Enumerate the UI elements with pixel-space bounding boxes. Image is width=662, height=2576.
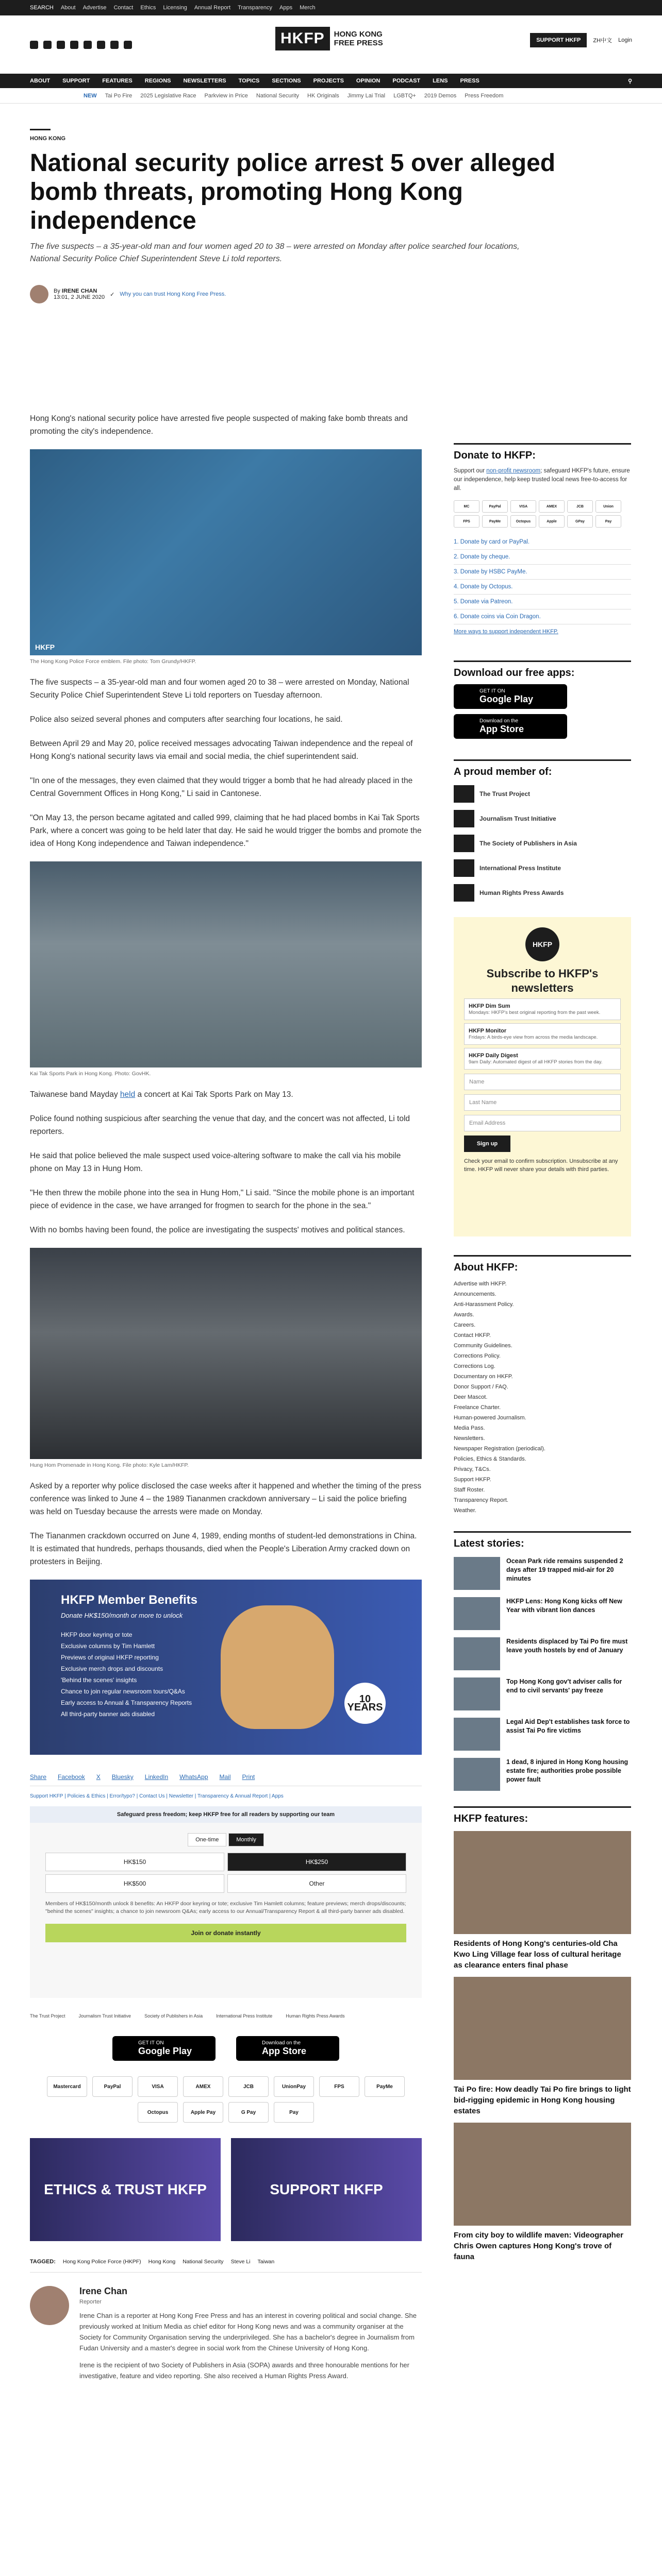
card-logo: GPay xyxy=(567,515,593,528)
pledge-icon: ✓ xyxy=(110,291,115,298)
tag[interactable]: National Security xyxy=(183,2259,224,2265)
card-logo: JCB xyxy=(567,500,593,513)
payment-logo[interactable]: Mastercard xyxy=(47,2076,87,2097)
promo-banners xyxy=(30,2138,422,2241)
app-store-badges xyxy=(30,2036,422,2061)
benefit-list xyxy=(61,1629,192,1720)
donate-option[interactable]: 4. Donate by Octopus. xyxy=(454,580,631,595)
share-linkedin[interactable]: LinkedIn xyxy=(144,1773,169,1781)
trust-project-icon xyxy=(454,785,474,803)
nav-item[interactable]: REGIONS xyxy=(144,78,171,84)
card-logo: Apple xyxy=(539,515,565,528)
about-link[interactable]: Weather. xyxy=(454,1507,476,1514)
payment-logo[interactable]: UnionPay xyxy=(274,2076,314,2097)
tag[interactable]: Taiwan xyxy=(257,2259,275,2265)
nav-item[interactable]: TOPICS xyxy=(238,78,260,84)
newsletter-widget xyxy=(454,917,631,1236)
share-print[interactable]: Print xyxy=(242,1773,255,1781)
site-logo[interactable] xyxy=(275,27,383,50)
last-name-input[interactable]: Last Name xyxy=(464,1094,621,1111)
about-link[interactable]: Deer Mascot. xyxy=(454,1394,488,1400)
paragraph: The Tiananmen crackdown occurred on June 4, 1989, ending months of student-led demonstrations in China. It is estimated that hundreds, perhaps thousands, died when the People's Liberation Army cracked down on protesters in Beijing. xyxy=(30,1532,417,1566)
donate-list xyxy=(454,535,631,624)
payment-methods xyxy=(30,2076,422,2123)
trust-logo[interactable]: Human Rights Press Awards xyxy=(286,2013,345,2019)
latest-story[interactable]: Residents displaced by Tai Po fire must leave youth hostels by end of January xyxy=(454,1637,631,1670)
newsletter-option[interactable]: HKFP Monitor Fridays: A birds-eye view from across the media landscape. xyxy=(464,1023,621,1045)
about-link[interactable]: Anti-Harassment Policy. xyxy=(454,1301,514,1308)
donate-title: Donate to HKFP: xyxy=(454,450,536,461)
article-title: National security police arrest 5 over alleged bomb threats, promoting Hong Kong independence xyxy=(30,149,556,234)
amount-option[interactable]: HK$500 xyxy=(45,1874,224,1893)
inline-link[interactable]: held xyxy=(120,1090,136,1099)
features-title: HKFP features: xyxy=(454,1813,528,1824)
latest-story[interactable]: Top Hong Kong gov't adviser calls for end to civil servants' pay freeze xyxy=(454,1677,631,1710)
feature-story[interactable]: Tai Po fire: How deadly Tai Po fire brings to light bid-rigging epidemic in Hong Kong housing estates xyxy=(454,1977,631,2116)
freq-monthly[interactable]: Monthly xyxy=(228,1833,264,1846)
amount-option[interactable]: HK$150 xyxy=(45,1853,224,1871)
search-link[interactable]: SEARCH xyxy=(30,5,54,11)
top-link[interactable]: Licensing xyxy=(163,5,187,11)
nav-item[interactable]: SUPPORT xyxy=(62,78,90,84)
author-bio: Irene is the recipient of two Society of Publishers in Asia (SOPA) awards and three honourable mentions for her investigative, feature and video reporting. She also received a Human Rights Press Award. xyxy=(79,2361,409,2380)
article-kicker[interactable]: HONG KONG xyxy=(30,135,66,142)
x-icon[interactable] xyxy=(43,41,52,49)
member-logo[interactable]: The Trust Project xyxy=(454,785,631,803)
donate-note: Members of HK$150/month unlock 8 benefits: An HKFP door keyring or tote; exclusive Tim Hamlett columns; feature previews; merch drops/discounts; "behind the scenes" insights; a chance to join newsroom Q&As; early access to our Annual/Transparency Report & all third-party banner ads disabled. xyxy=(45,1901,406,1914)
feature-story[interactable]: Residents of Hong Kong's centuries-old Cha Kwo Ling Village fear loss of cultural heritage as clearance enters final phase xyxy=(454,1831,631,1971)
language-link[interactable]: ZH中文 xyxy=(593,38,613,44)
threads-icon[interactable] xyxy=(70,41,78,49)
share-bluesky[interactable]: Bluesky xyxy=(111,1773,134,1781)
top-link[interactable]: Apps xyxy=(279,5,293,11)
author-photo[interactable] xyxy=(30,2286,69,2325)
card-logos xyxy=(454,500,631,528)
tags-row xyxy=(30,2259,422,2273)
payment-logo[interactable]: AMEX xyxy=(183,2076,223,2097)
newsletter-option[interactable]: HKFP Daily Digest 9am Daily: Automated digest of all HKFP stories from the day. xyxy=(464,1048,621,1070)
trend-item[interactable]: National Security xyxy=(256,92,300,99)
article-body xyxy=(30,412,422,2387)
latest-story[interactable]: 1 dead, 8 injured in Hong Kong housing estate fire; authorities probe possible power fault xyxy=(454,1758,631,1791)
banner-title: HKFP Member Benefits xyxy=(61,1593,197,1607)
card-logo: FPS xyxy=(454,515,479,528)
payment-logo[interactable]: PayPal xyxy=(92,2076,133,2097)
trend-item[interactable]: Tai Po Fire xyxy=(105,92,133,99)
top-link[interactable]: Transparency xyxy=(238,5,272,11)
benefit-item: Previews of original HKFP reporting xyxy=(61,1654,159,1661)
ethics-banner[interactable]: ETHICS & TRUST HKFP xyxy=(30,2138,221,2241)
features-widget xyxy=(454,1806,631,2262)
social-icons xyxy=(30,41,132,49)
about-title: About HKFP: xyxy=(454,1262,518,1273)
author-name: By IRENE CHAN xyxy=(54,288,97,294)
trust-logo[interactable]: Journalism Trust Initiative xyxy=(78,2013,131,2019)
member-logo[interactable]: International Press Institute xyxy=(454,859,631,877)
deer-mascot xyxy=(221,1605,334,1729)
top-link[interactable]: About xyxy=(60,5,76,11)
paragraph: Between April 29 and May 20, police received messages advocating Taiwan independence and the repeal of Hong Kong's national security laws via email and social media, the chief superintendent said. xyxy=(30,739,413,761)
frequency-toggle xyxy=(45,1833,406,1846)
card-logo: PayPal xyxy=(482,500,508,513)
share-whatsapp[interactable]: WhatsApp xyxy=(179,1773,208,1781)
trust-logo[interactable]: The Trust Project xyxy=(30,2013,65,2019)
donate-option[interactable]: 1. Donate by card or PayPal. xyxy=(454,535,631,550)
new-label: NEW xyxy=(84,92,97,99)
byline xyxy=(30,285,631,303)
tag[interactable]: Steve Li xyxy=(230,2259,251,2265)
tag[interactable]: Hong Kong Police Force (HKPF) xyxy=(62,2259,141,2265)
image-caption: Hung Hom Promenade in Hong Kong. File photo: Kyle Lam/HKFP. xyxy=(30,1462,189,1468)
logo-text: HONG KONG FREE PRESS xyxy=(334,30,383,47)
amount-option[interactable]: Other xyxy=(227,1874,406,1893)
trending-bar xyxy=(0,88,662,104)
newsletter-option[interactable]: HKFP Dim Sum Mondays: HKFP's best original reporting from the past week. xyxy=(464,998,621,1020)
tags-label: TAGGED: xyxy=(30,2259,56,2265)
share-facebook[interactable]: Facebook xyxy=(58,1773,85,1781)
publish-date: 13:01, 2 JUNE 2020 xyxy=(54,294,105,300)
trend-item[interactable]: HK Originals xyxy=(307,92,339,99)
payment-logo[interactable]: FPS xyxy=(319,2076,359,2097)
rss-icon[interactable] xyxy=(124,41,132,49)
paragraph: "On May 13, the person became agitated and called 999, claiming that he had placed bombs in Kai Tak Sports Park, where a concert was going to be held later that day. He said he would trigger the bombs and promote the idea of Hong Kong independence and Taiwan independence." xyxy=(30,814,422,848)
more-ways-link[interactable]: More ways to support independent HKFP. xyxy=(454,629,558,635)
nav-item[interactable]: SECTIONS xyxy=(272,78,301,84)
nav-item[interactable]: PODCAST xyxy=(392,78,421,84)
apps-widget xyxy=(454,660,631,739)
payment-logo[interactable]: JCB xyxy=(228,2076,269,2097)
latest-story[interactable]: Legal Aid Dep't establishes task force to assist Tai Po fire victims xyxy=(454,1718,631,1751)
nav-search-icon[interactable]: ⚲ xyxy=(627,78,632,84)
paragraph: Asked by a reporter why police disclosed the case weeks after it happened and whether the timing of the press conference was linked to June 4 – the 1989 Tiananmen crackdown anniversary – Li said the police briefing was held on Tuesday because the arrests were made on Monday. xyxy=(30,1482,422,1516)
facebook-icon[interactable] xyxy=(30,41,38,49)
paragraph: "In one of the messages, they even claimed that they would trigger a bomb that he had already placed in the Central Government Offices in Hong Kong," Li said in Cantonese. xyxy=(30,776,413,798)
login-link[interactable]: Login xyxy=(618,37,632,43)
banner-subtitle: Donate HK$150/month or more to unlock xyxy=(61,1612,183,1619)
share-mail[interactable]: Mail xyxy=(219,1773,231,1781)
latest-widget xyxy=(454,1531,631,1791)
top-bar xyxy=(0,0,662,15)
article-subhead: The five suspects – a 35-year-old man and four women aged 20 to 38 – were arrested on Monday after police searched four locations, National Security Police Chief Superintendent Steve Li told reporters. xyxy=(30,242,520,263)
trust-logos xyxy=(30,2013,422,2019)
paragraph: The five suspects – a 35-year-old man and four women aged 20 to 38 – were arrested on Monday, National Security Police Chief Superintendent Steve Li told reporters on Tuesday afternoon. xyxy=(30,678,409,700)
about-link[interactable]: Newsletters. xyxy=(454,1435,485,1442)
paragraph: With no bombs having been found, the police are investigating the suspects' motives and political stances. xyxy=(30,1226,405,1234)
trend-item[interactable]: Press Freedom xyxy=(465,92,504,99)
benefit-item: Exclusive merch drops and discounts xyxy=(61,1665,163,1672)
about-link[interactable]: Transparency Report. xyxy=(454,1497,508,1503)
about-link[interactable]: Policies, Ethics & Standards. xyxy=(454,1456,526,1462)
image-caption: Kai Tak Sports Park in Hong Kong. Photo: GovHK. xyxy=(30,1071,151,1077)
main-nav xyxy=(0,74,662,88)
feature-story[interactable]: From city boy to wildlife maven: Videographer Chris Owen captures Hong Kong's trove of fauna xyxy=(454,2123,631,2262)
about-link[interactable]: Human-powered Journalism. xyxy=(454,1415,526,1421)
nav-item[interactable]: LENS xyxy=(433,78,448,84)
payment-logo[interactable]: Apple Pay xyxy=(183,2102,223,2123)
story-thumbnail xyxy=(454,1637,500,1670)
donate-widget xyxy=(454,443,631,635)
newsletter-logo: HKFP xyxy=(525,927,559,961)
member-logo[interactable]: Journalism Trust Initiative xyxy=(454,810,631,827)
author-box-name[interactable]: Irene Chan xyxy=(79,2286,128,2296)
about-link[interactable]: Staff Roster. xyxy=(454,1487,485,1493)
app-store-badge[interactable]: Download on the App Store xyxy=(454,714,567,739)
about-link[interactable]: Newspaper Registration (periodical). xyxy=(454,1446,545,1452)
member-logo[interactable]: The Society of Publishers in Asia xyxy=(454,835,631,852)
signup-button[interactable]: Sign up xyxy=(464,1136,510,1152)
payment-logo[interactable]: VISA xyxy=(138,2076,178,2097)
sidebar xyxy=(454,443,631,2268)
nav-item[interactable]: FEATURES xyxy=(102,78,133,84)
about-link[interactable]: Support HKFP. xyxy=(454,1477,491,1483)
kai-tak-image xyxy=(30,861,422,1067)
about-link[interactable]: Freelance Charter. xyxy=(454,1404,501,1411)
logo-mark: HKFP xyxy=(275,27,330,50)
support-button[interactable]: SUPPORT HKFP xyxy=(530,33,587,47)
google-play-badge[interactable]: GET IT ON Google Play xyxy=(454,684,567,709)
paragraph: Hong Kong's national security police have arrested five people suspected of making fake bomb threats and promoting the city's independence. xyxy=(30,414,408,436)
author-avatar[interactable] xyxy=(30,285,48,303)
card-logo: AMEX xyxy=(539,500,565,513)
newsletter-title: Subscribe to HKFP's newsletters xyxy=(486,967,599,994)
share-bar xyxy=(30,1770,422,1786)
top-link[interactable]: Merch xyxy=(300,5,316,11)
donate-intro: Support our non-profit newsroom; safeguard HKFP's future, ensure our independence, help keep trusted local news free-to-access for all. xyxy=(454,468,630,492)
pledge-link[interactable]: Why you can trust Hong Kong Free Press. xyxy=(120,291,226,297)
card-logo: MC xyxy=(454,500,479,513)
about-list xyxy=(454,1279,631,1516)
donate-form xyxy=(30,1823,422,1998)
latest-title: Latest stories: xyxy=(454,1538,524,1549)
trend-item[interactable]: 2025 Legislative Race xyxy=(140,92,196,99)
benefit-item: 'Behind the scenes' insights xyxy=(61,1676,137,1684)
trend-item[interactable]: 2019 Demos xyxy=(424,92,457,99)
payment-logo[interactable]: Octopus xyxy=(138,2102,178,2123)
support-links[interactable]: Support HKFP | Policies & Ethics | Error/typo? | Contact Us | Newsletter | Transparency & Annual Report | Apps xyxy=(30,1793,284,1799)
header-actions xyxy=(530,33,632,47)
article-header xyxy=(30,129,631,303)
benefit-item: HKFP door keyring or tote xyxy=(61,1631,133,1638)
about-link[interactable]: Announcements. xyxy=(454,1291,496,1297)
feature-thumbnail xyxy=(454,1831,631,1934)
benefit-item: Early access to Annual & Transparency Reports xyxy=(61,1699,192,1706)
paragraph: "He then threw the mobile phone into the sea in Hung Hom," Li said. "Since the mobile phone is an important piece of evidence in the case, we have arranged for frogmen to search for the phone in the sea." xyxy=(30,1189,415,1210)
about-link[interactable]: Corrections Policy. xyxy=(454,1353,501,1359)
payment-logo[interactable]: G Pay xyxy=(228,2102,269,2123)
paragraph: Police found nothing suspicious after searching the venue that day, and the concert was not affected, Li told reporters. xyxy=(30,1114,410,1136)
story-thumbnail xyxy=(454,1718,500,1751)
nav-item[interactable]: PRESS xyxy=(460,78,479,84)
image-caption: The Hong Kong Police Force emblem. File photo: Tom Grundy/HKFP. xyxy=(30,658,196,665)
about-link[interactable]: Advertise with HKFP. xyxy=(454,1281,507,1287)
card-logo: Union xyxy=(595,500,621,513)
freq-one-time[interactable]: One-time xyxy=(188,1833,226,1846)
paragraph: Police also seized several phones and computers after searching four locations, he said. xyxy=(30,715,343,724)
top-link[interactable]: Ethics xyxy=(140,5,156,11)
latest-story[interactable]: HKFP Lens: Hong Kong kicks off New Year with vibrant lion dances xyxy=(454,1597,631,1630)
tag[interactable]: Hong Kong xyxy=(148,2259,176,2265)
jti-icon xyxy=(454,810,474,827)
trend-item[interactable]: Jimmy Lai Trial xyxy=(347,92,386,99)
card-logo: Octopus xyxy=(510,515,536,528)
about-link[interactable]: Donor Support / FAQ. xyxy=(454,1384,508,1390)
author-role: Reporter xyxy=(79,2299,102,2305)
anniversary-badge: 10 YEARS xyxy=(344,1683,386,1724)
top-link[interactable]: Annual Report xyxy=(194,5,231,11)
share-x[interactable]: X xyxy=(96,1773,101,1781)
benefit-item: Chance to join regular newsroom tours/Q&As xyxy=(61,1688,185,1695)
google-play-badge[interactable]: GET IT ON Google Play xyxy=(112,2036,216,2061)
about-link[interactable]: Privacy, T&Cs. xyxy=(454,1466,491,1472)
benefit-item: Exclusive columns by Tim Hamlett xyxy=(61,1642,155,1650)
hung-hom-image xyxy=(30,1248,422,1459)
proud-title: A proud member of: xyxy=(454,766,552,777)
youtube-icon[interactable] xyxy=(84,41,92,49)
app-store-badge[interactable]: Download on the App Store xyxy=(236,2036,339,2061)
member-logo[interactable]: Human Rights Press Awards xyxy=(454,884,631,902)
top-link[interactable]: Contact xyxy=(113,5,134,11)
ipi-icon xyxy=(454,859,474,877)
about-link[interactable]: Contact HKFP. xyxy=(454,1332,491,1338)
site-header xyxy=(0,15,662,74)
about-link[interactable]: Community Guidelines. xyxy=(454,1343,512,1349)
payment-logo[interactable]: PayMe xyxy=(365,2076,405,2097)
about-link[interactable]: Corrections Log. xyxy=(454,1363,495,1369)
story-thumbnail xyxy=(454,1597,500,1630)
card-logo: Pay xyxy=(595,515,621,528)
hrpa-icon xyxy=(454,884,474,902)
nav-item[interactable]: NEWSLETTERS xyxy=(183,78,226,84)
amount-grid xyxy=(45,1853,406,1893)
about-link[interactable]: Media Pass. xyxy=(454,1425,485,1431)
nav-item[interactable]: PROJECTS xyxy=(313,78,344,84)
donate-option[interactable]: 5. Donate via Patreon. xyxy=(454,595,631,609)
story-thumbnail xyxy=(454,1677,500,1710)
donate-option[interactable]: 6. Donate coins via Coin Dragon. xyxy=(454,609,631,624)
safeguard-banner[interactable]: Safeguard press freedom; keep HKFP free for all readers by supporting our team xyxy=(30,1806,422,1823)
trust-logo[interactable]: International Press Institute xyxy=(216,2013,273,2019)
join-button[interactable]: Join or donate instantly xyxy=(45,1924,406,1942)
share-label: Share xyxy=(30,1773,47,1781)
about-link[interactable]: Documentary on HKFP. xyxy=(454,1374,513,1380)
member-of-widget xyxy=(454,759,631,902)
trend-item[interactable]: Parkview in Price xyxy=(204,92,248,99)
trend-item[interactable]: LGBTQ+ xyxy=(393,92,416,99)
latest-story[interactable]: Ocean Park ride remains suspended 2 days after 19 trapped mid-air for 20 minutes xyxy=(454,1557,631,1590)
top-link[interactable]: Advertise xyxy=(82,5,107,11)
donate-option[interactable]: 3. Donate by HSBC PayMe. xyxy=(454,565,631,580)
sopa-icon xyxy=(454,835,474,852)
about-link[interactable]: Careers. xyxy=(454,1322,476,1328)
email-input[interactable]: Email Address xyxy=(464,1115,621,1131)
payment-logo[interactable]: Pay xyxy=(274,2102,314,2123)
donate-option[interactable]: 2. Donate by cheque. xyxy=(454,550,631,565)
linkedin-icon[interactable] xyxy=(110,41,119,49)
police-emblem-image xyxy=(30,449,422,655)
member-benefits-banner[interactable] xyxy=(30,1580,422,1755)
kicker-rule xyxy=(30,129,51,130)
author-bio: Irene Chan is a reporter at Hong Kong Free Press and has an interest in covering political and social change. She previously worked at Initium Media as chief editor for Hong Kong news and was a community organiser at the Society for Community Organisation serving the underprivileged. She has a bachelor's degree in Journalism from Fudan University and a master's degree in social work from the Chinese University of Hong Kong. xyxy=(79,2312,417,2352)
amount-option[interactable]: HK$250 xyxy=(227,1853,406,1871)
apps-title: Download our free apps: xyxy=(454,667,575,679)
story-thumbnail xyxy=(454,1758,500,1791)
support-banner[interactable]: SUPPORT HKFP xyxy=(231,2138,422,2241)
nonprofit-link[interactable]: non-profit newsroom xyxy=(486,468,541,474)
about-link[interactable]: Awards. xyxy=(454,1312,474,1318)
card-logo: PayMe xyxy=(482,515,508,528)
first-name-input[interactable]: Name xyxy=(464,1074,621,1090)
instagram-icon[interactable] xyxy=(57,41,65,49)
newsletter-note: Check your email to confirm subscription. Unsubscribe at any time. HKFP will never share your details with third parties. xyxy=(464,1158,618,1173)
card-logo: VISA xyxy=(510,500,536,513)
feature-thumbnail xyxy=(454,2123,631,2226)
nav-item[interactable]: ABOUT xyxy=(30,78,51,84)
nav-item[interactable]: OPINION xyxy=(356,78,380,84)
trust-logo[interactable]: Society of Publishers in Asia xyxy=(144,2013,203,2019)
paragraph: Taiwanese band Mayday held a concert at Kai Tak Sports Park on May 13. xyxy=(30,1090,293,1099)
story-thumbnail xyxy=(454,1557,500,1590)
paragraph: He said that police believed the male suspect used voice-altering software to make the call via his mobile phone on May 13 in Hung Hom. xyxy=(30,1151,401,1173)
image-tag: HKFP xyxy=(35,643,55,651)
about-widget xyxy=(454,1255,631,1516)
telegram-icon[interactable] xyxy=(97,41,105,49)
benefit-item: All third-party banner ads disabled xyxy=(61,1710,155,1718)
feature-thumbnail xyxy=(454,1977,631,2080)
author-box xyxy=(30,2286,422,2387)
